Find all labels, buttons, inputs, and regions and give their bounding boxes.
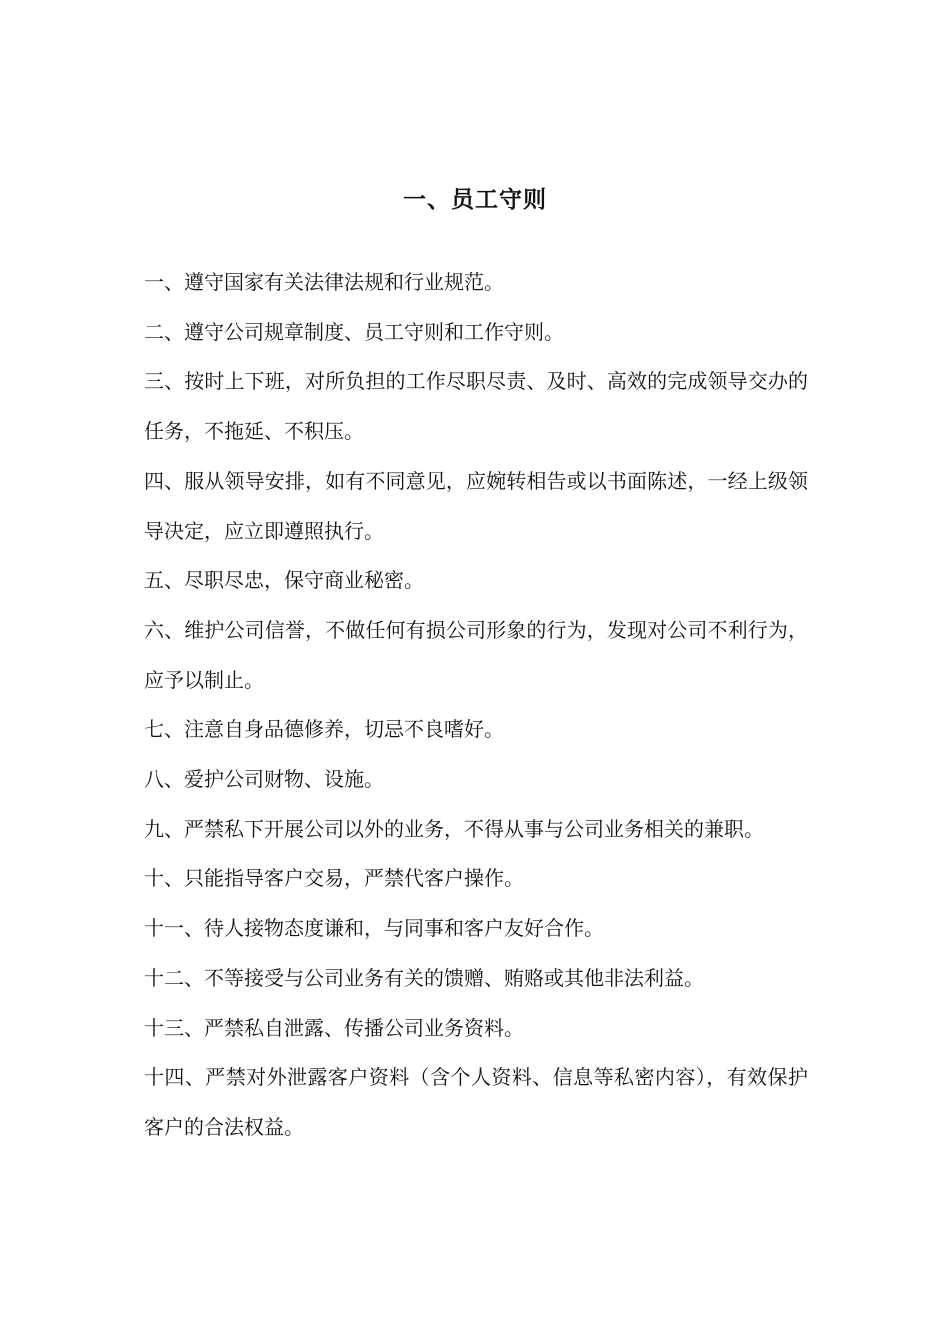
rule-item-5: 五、尽职尽忠，保守商业秘密。 xyxy=(144,568,424,593)
rule-item-11: 十一、待人接物态度谦和，与同事和客户友好合作。 xyxy=(144,916,604,941)
rules-list xyxy=(144,258,808,1153)
rule-item-14: 十四、严禁对外泄露客户资料（含个人资料、信息等私密内容），有效保护客户的合法权益。 xyxy=(144,1065,808,1139)
rule-item-8: 八、爱护公司财物、设施。 xyxy=(144,767,384,792)
rule-item-4: 四、服从领导安排，如有不同意见，应婉转相告或以书面陈述，一经上级领导决定，应立即遵照执行。 xyxy=(144,468,808,543)
rule-item-7: 七、注意自身品德修养，切忌不良嗜好。 xyxy=(144,717,504,742)
rule-item-1: 一、遵守国家有关法律法规和行业规范。 xyxy=(144,270,504,294)
rule-item-3: 三、按时上下班，对所负担的工作尽职尽责、及时、高效的完成领导交办的任务，不拖延、不积压。 xyxy=(144,369,808,444)
rule-item-13: 十三、严禁私自泄露、传播公司业务资料。 xyxy=(144,1015,524,1040)
rule-item-12: 十二、不等接受与公司业务有关的馈赠、贿赂或其他非法利益。 xyxy=(144,965,704,990)
rule-item-6: 六、维护公司信誉，不做任何有损公司形象的行为，发现对公司不利行为，应予以制止。 xyxy=(144,617,808,692)
rule-item-10: 十、只能指导客户交易，严禁代客户操作。 xyxy=(144,866,524,891)
rule-item-9: 九、严禁私下开展公司以外的业务，不得从事与公司业务相关的兼职。 xyxy=(144,816,764,841)
rule-item-2: 二、遵守公司规章制度、员工守则和工作守则。 xyxy=(144,319,564,344)
page-title: 一、员工守则 xyxy=(403,186,547,213)
